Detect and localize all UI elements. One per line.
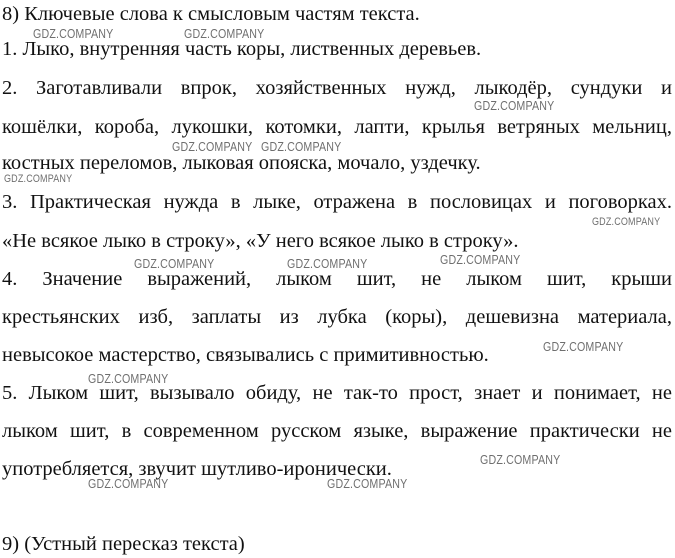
watermark: GDZ.COMPANY bbox=[33, 26, 114, 41]
text-line: 2. Заготавливали впрок, хозяйственных нужд, лыкодёр, сундуки и bbox=[2, 77, 672, 99]
text-line: крестьянских изб, заплаты из лубка (коры), дешевизна материала, bbox=[2, 306, 672, 328]
text-line: кошёлки, короба, лукошки, котомки, лапти, крылья ветряных мельниц, bbox=[2, 116, 672, 138]
watermark: GDZ.COMPANY bbox=[592, 216, 661, 228]
watermark: GDZ.COMPANY bbox=[480, 452, 561, 467]
watermark: GDZ.COMPANY bbox=[88, 371, 169, 386]
watermark: GDZ.COMPANY bbox=[440, 252, 521, 267]
watermark: GDZ.COMPANY bbox=[134, 256, 215, 271]
text-line: костных переломов, лыковая опояска, мочало, уздечку. bbox=[2, 152, 481, 174]
text-line: 1. Лыко, внутренняя часть коры, лиственных деревьев. bbox=[2, 38, 482, 60]
text-line: 3. Практическая нужда в лыке, отражена в пословицах и поговорках. bbox=[2, 191, 672, 213]
text-line: 5. Лыком шит, вызывало обиду, не так-то прост, знает и понимает, не bbox=[2, 382, 672, 404]
section-8-heading: 8) Ключевые слова к смысловым частям текста. bbox=[2, 3, 420, 25]
text-line: «Не всякое лыко в строку», «У него всякое лыко в строку». bbox=[2, 230, 519, 252]
text-line: невысокое мастерство, связывались с примитивностью. bbox=[2, 344, 489, 366]
watermark: GDZ.COMPANY bbox=[172, 139, 253, 154]
text-line: употребляется, звучит шутливо-иронически. bbox=[2, 458, 392, 480]
section-9-heading: 9) (Устный пересказ текста) bbox=[2, 533, 245, 555]
watermark: GDZ.COMPANY bbox=[4, 173, 73, 185]
text-line: 4. Значение выражений, лыком шит, не лыком шит, крыши bbox=[2, 268, 672, 290]
watermark: GDZ.COMPANY bbox=[287, 256, 368, 271]
watermark: GDZ.COMPANY bbox=[88, 476, 169, 491]
text-line: лыком шит, в современном русском языке, выражение практически не bbox=[2, 420, 672, 442]
watermark: GDZ.COMPANY bbox=[261, 139, 342, 154]
watermark: GDZ.COMPANY bbox=[474, 98, 555, 113]
watermark: GDZ.COMPANY bbox=[327, 476, 408, 491]
watermark: GDZ.COMPANY bbox=[543, 339, 624, 354]
watermark: GDZ.COMPANY bbox=[184, 26, 265, 41]
